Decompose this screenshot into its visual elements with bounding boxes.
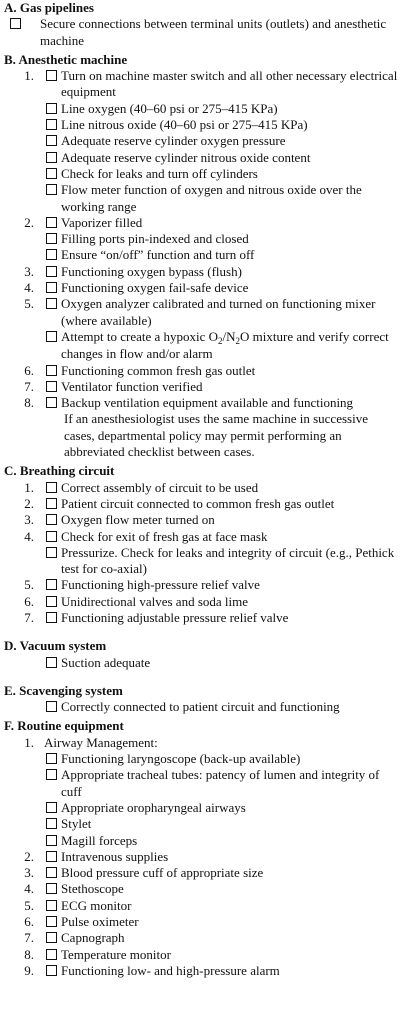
checklist-item xyxy=(4,735,399,751)
section-heading: F. Routine equipment xyxy=(4,718,124,734)
checkbox[interactable] xyxy=(46,119,57,130)
item-text: Flow meter function of oxygen and nitrous oxide over the working range xyxy=(61,182,362,214)
item-number: 6. xyxy=(24,914,34,930)
item-number: 2. xyxy=(24,848,34,864)
item-text: Intravenous supplies xyxy=(61,848,169,864)
checklist-item xyxy=(4,816,399,832)
checkbox[interactable] xyxy=(46,596,57,607)
checklist-item xyxy=(4,101,399,117)
item-text: Adequate reserve cylinder nitrous oxide content xyxy=(61,149,311,165)
checklist-item xyxy=(4,849,399,865)
item-text: Line oxygen (40–60 psi or 275–415 KPa) xyxy=(61,100,278,116)
item-text: Temperature monitor xyxy=(61,946,171,962)
checkbox[interactable] xyxy=(46,397,57,408)
checkbox[interactable] xyxy=(46,331,57,342)
checklist-item xyxy=(4,914,399,930)
checkbox[interactable] xyxy=(46,851,57,862)
item-text: Pulse oximeter xyxy=(61,914,139,930)
checklist-item xyxy=(4,133,399,149)
section-heading: A. Gas pipelines xyxy=(4,0,94,15)
checkbox[interactable] xyxy=(46,949,57,960)
checkbox[interactable] xyxy=(46,514,57,525)
checkbox[interactable] xyxy=(46,168,57,179)
checklist-item xyxy=(4,215,399,231)
checklist-item xyxy=(4,655,399,671)
item-text: ECG monitor xyxy=(61,897,132,913)
item-text: Oxygen flow meter turned on xyxy=(61,512,215,528)
checklist-item xyxy=(4,594,399,610)
checkbox[interactable] xyxy=(46,965,57,976)
checklist-item xyxy=(4,699,399,715)
checklist-item xyxy=(4,480,399,496)
item-number: 1. xyxy=(24,734,34,750)
item-text: Turn on machine master switch and all other necessary electrical equipment xyxy=(61,68,398,100)
checkbox[interactable] xyxy=(46,282,57,293)
item-text: Airway Management: xyxy=(44,734,158,750)
checkbox[interactable] xyxy=(46,152,57,163)
item-text: Oxygen analyzer calibrated and turned on functioning mixer (where available) xyxy=(61,296,376,328)
checklist-item xyxy=(4,68,399,101)
checkbox[interactable] xyxy=(46,103,57,114)
checklist-item xyxy=(4,182,399,215)
item-text: Patient circuit connected to common fresh gas outlet xyxy=(61,495,335,511)
checkbox[interactable] xyxy=(46,818,57,829)
item-text: Check for exit of fresh gas at face mask xyxy=(61,528,268,544)
item-number: 4. xyxy=(24,881,34,897)
checklist-item xyxy=(4,963,399,979)
item-text: Functioning high-pressure relief valve xyxy=(61,577,260,593)
checkbox[interactable] xyxy=(46,135,57,146)
item-text: Suction adequate xyxy=(61,654,151,670)
checkbox[interactable] xyxy=(46,657,57,668)
item-number: 5. xyxy=(24,577,34,593)
checkbox[interactable] xyxy=(46,769,57,780)
item-number: 2. xyxy=(24,495,34,511)
checklist-item xyxy=(4,166,399,182)
checkbox[interactable] xyxy=(46,249,57,260)
item-text: Unidirectional valves and soda lime xyxy=(61,593,249,609)
section-heading: E. Scavenging system xyxy=(4,682,123,698)
item-text: Capnograph xyxy=(61,930,125,946)
checklist-item xyxy=(4,264,399,280)
checklist-item xyxy=(4,930,399,946)
checklist-item xyxy=(4,329,399,363)
checkbox[interactable] xyxy=(46,883,57,894)
item-text: Check for leaks and turn off cylinders xyxy=(61,165,258,181)
item-number: 8. xyxy=(24,395,34,411)
checkbox[interactable] xyxy=(46,867,57,878)
checkbox[interactable] xyxy=(46,365,57,376)
item-number: 5. xyxy=(24,897,34,913)
item-number: 7. xyxy=(24,930,34,946)
item-text: Secure connections between terminal units (outlets) and anesthetic machine xyxy=(40,16,387,48)
item-text: Stylet xyxy=(61,816,92,832)
item-text: Attempt to create a hypoxic $O_2/N_2O$ mixture and verify correct changes in flow and/or alarm xyxy=(61,328,389,362)
checkbox[interactable] xyxy=(46,233,57,244)
item-text: Functioning oxygen bypass (flush) xyxy=(61,263,242,279)
item-number: 6. xyxy=(24,362,34,378)
checkbox[interactable] xyxy=(46,932,57,943)
item-number: 3. xyxy=(24,865,34,881)
item-text: Correctly connected to patient circuit and functioning xyxy=(61,699,340,715)
item-number: 6. xyxy=(24,593,34,609)
item-number: 8. xyxy=(24,946,34,962)
item-text: Functioning oxygen fail-safe device xyxy=(61,280,249,296)
checklist-item xyxy=(4,395,399,411)
item-text: Ventilator function verified xyxy=(61,378,203,394)
checkbox[interactable] xyxy=(46,579,57,590)
section-heading: B. Anesthetic machine xyxy=(4,51,128,67)
checkbox[interactable] xyxy=(46,547,57,558)
item-number: 3. xyxy=(24,263,34,279)
item-number: 2. xyxy=(24,214,34,230)
item-text: Stethoscope xyxy=(61,881,124,897)
checkbox[interactable] xyxy=(46,266,57,277)
item-text: Pressurize. Check for leaks and integrity of circuit (e.g., Pethick test for co-axial) xyxy=(61,544,395,577)
item-text: Functioning low- and high-pressure alarm xyxy=(61,962,280,978)
checkbox[interactable] xyxy=(46,916,57,927)
checkbox[interactable] xyxy=(46,498,57,509)
checklist-item xyxy=(4,150,399,166)
checkbox[interactable] xyxy=(46,70,57,81)
checklist-item xyxy=(4,247,399,263)
item-text: Vaporizer filled xyxy=(61,214,143,230)
checkbox[interactable] xyxy=(46,482,57,493)
item-number: 1. xyxy=(24,479,34,495)
checklist-item xyxy=(4,881,399,897)
item-text: Backup ventilation equipment available and functioning xyxy=(61,395,354,411)
checklist-item xyxy=(4,800,399,816)
item-text: Line nitrous oxide (40–60 psi or 275–415 KPa) xyxy=(61,117,308,133)
checkbox[interactable] xyxy=(46,802,57,813)
item-text: Blood pressure cuff of appropriate size xyxy=(61,865,264,881)
item-text: Ensure “on/off” function and turn off xyxy=(61,247,255,263)
item-number: 7. xyxy=(24,609,34,625)
checkbox[interactable] xyxy=(46,753,57,764)
item-number: 1. xyxy=(24,68,34,84)
checkbox[interactable] xyxy=(46,531,57,542)
item-text: Functioning common fresh gas outlet xyxy=(61,362,256,378)
checklist-item xyxy=(4,833,399,849)
item-text: Appropriate tracheal tubes: patency of lumen and integrity of cuff xyxy=(61,767,380,799)
section-heading: C. Breathing circuit xyxy=(4,463,115,479)
checkbox[interactable] xyxy=(46,612,57,623)
item-text: Filling ports pin-indexed and closed xyxy=(61,231,249,247)
checklist-item xyxy=(4,947,399,963)
item-text: Appropriate oropharyngeal airways xyxy=(61,799,246,815)
checklist-item xyxy=(4,751,399,767)
checklist-item xyxy=(4,767,399,800)
checkbox[interactable] xyxy=(10,18,21,29)
checkbox[interactable] xyxy=(46,701,57,712)
section-note: If an anesthesiologist uses the same machine in successive cases, departmental policy may permit performing an abbreviated checklist between cases. xyxy=(64,411,368,460)
checklist-item xyxy=(4,231,399,247)
section-spacer xyxy=(4,626,399,638)
checkbox[interactable] xyxy=(46,381,57,392)
checklist-item xyxy=(4,865,399,881)
checklist-item xyxy=(4,512,399,528)
checklist-item xyxy=(4,545,399,578)
checklist-item xyxy=(4,296,399,329)
item-number: 7. xyxy=(24,378,34,394)
checklist-item xyxy=(4,577,399,593)
checklist-item xyxy=(4,16,399,49)
item-number: 5. xyxy=(24,296,34,312)
checklist-item xyxy=(4,117,399,133)
checklist-item xyxy=(4,898,399,914)
checkbox[interactable] xyxy=(46,298,57,309)
item-text: Functioning adjustable pressure relief valve xyxy=(61,609,289,625)
item-number: 3. xyxy=(24,512,34,528)
checklist-item xyxy=(4,379,399,395)
checkbox[interactable] xyxy=(46,217,57,228)
checklist-item xyxy=(4,363,399,379)
section-heading: D. Vacuum system xyxy=(4,638,107,654)
item-text: Magill forceps xyxy=(61,832,138,848)
section-spacer xyxy=(4,671,399,683)
checkbox[interactable] xyxy=(46,835,57,846)
item-number: 4. xyxy=(24,528,34,544)
item-number: 4. xyxy=(24,280,34,296)
checklist-item xyxy=(4,529,399,545)
checkbox[interactable] xyxy=(46,900,57,911)
checklist-item xyxy=(4,610,399,626)
checklist-item xyxy=(4,496,399,512)
item-number: 9. xyxy=(24,962,34,978)
item-text: Functioning laryngoscope (back-up available) xyxy=(61,751,301,767)
checklist-item xyxy=(4,280,399,296)
item-text: Correct assembly of circuit to be used xyxy=(61,479,259,495)
checkbox[interactable] xyxy=(46,184,57,195)
item-text: Adequate reserve cylinder oxygen pressure xyxy=(61,133,286,149)
